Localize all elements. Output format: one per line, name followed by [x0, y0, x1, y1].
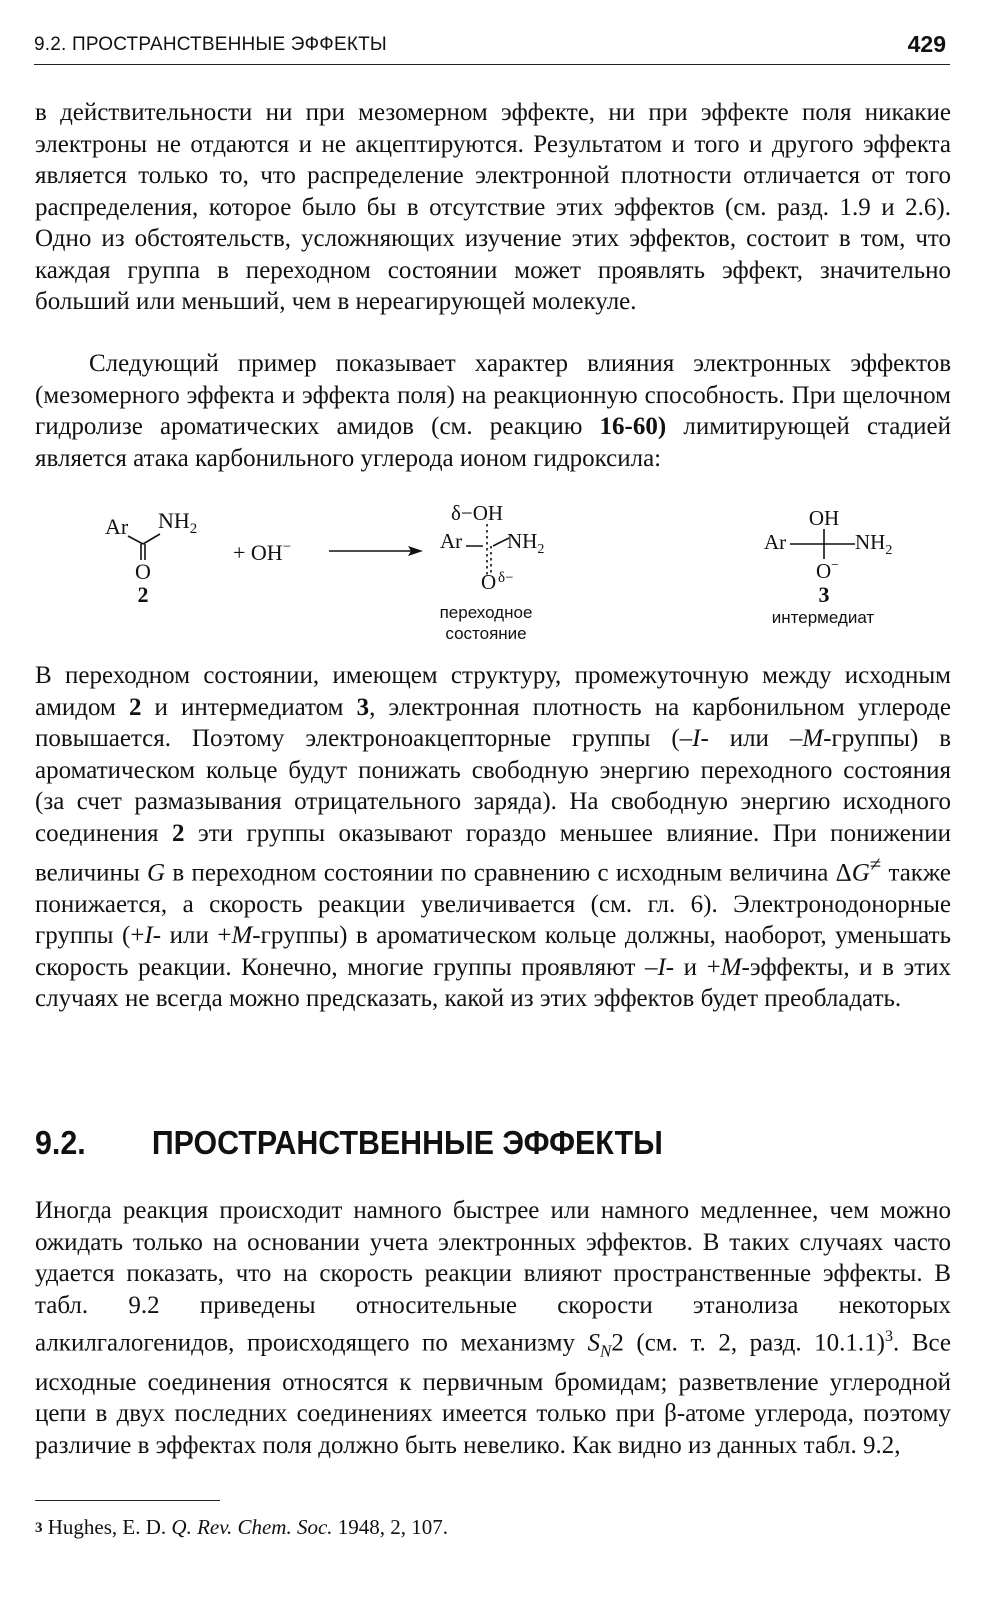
- ts-partial-charge: δ−: [498, 570, 514, 586]
- ts-caption-line-2: состояние: [445, 624, 527, 643]
- footnote-reference: 3: [885, 1328, 894, 1345]
- section-title: ПРОСТРАНСТВЕННЫЕ ЭФФЕКТЫ: [151, 1124, 663, 1161]
- p3-italic-symbol: M: [720, 953, 742, 981]
- p3-text: В переходном состоянии, имеющем структуру, промежуточную между исходным амидом: [35, 662, 951, 721]
- footnote: [35, 1514, 448, 1541]
- running-header: [34, 30, 950, 65]
- p4-mechanism-subscript: N: [600, 1341, 612, 1361]
- p3-text: -группы) в ароматическом кольце должны, наоборот, уменьшать скорость реакции. Конечно, многие группы проявляют –: [35, 922, 951, 981]
- intermediate-structure: [764, 506, 892, 627]
- ts-ar-label: Ar: [440, 529, 463, 553]
- transition-state-structure: [440, 501, 545, 643]
- p4-text: 2 (см. т. 2, разд. 10.1.1): [611, 1329, 886, 1357]
- p3-italic-symbol: G: [147, 859, 166, 887]
- amide-bond-c-n: [143, 534, 160, 544]
- p3-text: эти группы оказывают гораздо меньшее влияние. При понижении величины: [35, 819, 951, 887]
- paragraph-2: [35, 348, 951, 474]
- amide-structure: [105, 508, 197, 607]
- compound-3-label: 3: [818, 582, 830, 607]
- p3-superscript: ≠: [869, 852, 882, 876]
- p4-mechanism-symbol: S: [587, 1329, 601, 1357]
- amide-bond-ar-c: [128, 536, 143, 544]
- footnote-details: 1948, 2, 107.: [332, 1515, 449, 1539]
- p3-italic-symbol: I: [692, 725, 701, 752]
- ts-caption-line-1: переходное: [439, 603, 533, 622]
- paragraph-2-text-a: Следующий пример показывает характер влияния электронных эффектов (мезомерного эффекта и эффекта поля) на реакционную способность. При щелочном гидролизе ароматических амидов (см. реакцию: [35, 350, 951, 440]
- paragraph-2-text-b: лимитирующей стадией является атака карбонильного углерода ионом гидроксила:: [35, 413, 951, 472]
- amide-oxygen-label: O: [135, 559, 151, 584]
- p4-text: . Все исходные соединения относятся к первичным бромидам; разветвление углеродной цепи в двух последних соединениях имеется только при β-атоме углерода, поэтому различие в эффектах поля должно быть невелико. Как видно из данных табл. 9.2,: [35, 1329, 951, 1459]
- int-nh2-label: $NH_2$: [855, 530, 893, 558]
- amide-nh2-label: $NH_2$: [158, 508, 198, 537]
- ts-oxygen-label: O: [481, 570, 497, 594]
- reaction-arrow: [329, 546, 423, 556]
- page-number: 429: [907, 31, 946, 57]
- p3-italic-symbol: I: [144, 922, 153, 950]
- p3-text: также понижается, а скорость реакции увеличивается (см. гл. 6). Электронодонорные группы (+: [35, 859, 951, 950]
- footnote-authors: Hughes, E. D.: [42, 1515, 172, 1539]
- paragraph-1-text: в действительности ни при мезомерном эффекте, ни при эффекте поля никакие электроны не отдаются и не акцептируются. Результатом и того и другого эффекта является только то, что распределение электронной плотности отличается от того распределения, которое было бы в отсутствие этих эффектов (см. разд. 1.9 и 2.6). Одно из обстоятельств, усложняющих изучение этих эффектов, состоит в том, что каждая группа в переходном состоянии может проявлять эффект, значительно больший или меньший, чем в нереагирующей молекуле.: [35, 99, 951, 315]
- p3-italic-symbol: M: [802, 725, 824, 752]
- reaction-reference: 16-60): [599, 413, 667, 440]
- p3-text: - или +: [152, 922, 232, 950]
- footnote-divider: [35, 1500, 220, 1501]
- running-title: 9.2. ПРОСТРАНСТВЕННЫЕ ЭФФЕКТЫ: [34, 34, 387, 55]
- section-heading: [35, 1124, 878, 1172]
- footnote-journal: Q. Rev. Chem. Soc.: [171, 1515, 333, 1539]
- int-ar-label: Ar: [764, 530, 787, 554]
- p3-text: , электронная плотность на карбонильном углероде повышается. Поэтому электроноакцепторные группы (–: [35, 693, 951, 752]
- amide-ar-label: Ar: [105, 514, 129, 539]
- p3-text: - или –: [700, 725, 803, 752]
- p3-text: - и +: [665, 953, 721, 981]
- p3-text: -группы) в ароматическом кольце будут понижать свободную энергию переходного состояния (за счет размазывания отрицательного заряда). На свободную энергию исходного соединения: [35, 725, 952, 847]
- p3-italic-symbol: I: [657, 953, 666, 981]
- p3-compound-ref: 2: [172, 819, 185, 847]
- ts-hydroxyl-label: δ−OH: [451, 501, 504, 525]
- int-hydroxyl-label: OH: [808, 506, 840, 530]
- compound-2-label: 2: [137, 582, 149, 607]
- p3-text: и интермедиатом: [141, 693, 357, 721]
- p3-italic-symbol: G: [851, 859, 870, 887]
- p3-italic-symbol: M: [231, 922, 253, 950]
- p3-text: в переходном состоянии по сравнению с исходным величина Δ: [165, 859, 852, 887]
- reaction-scheme: [35, 496, 951, 652]
- p4-text: Иногда реакция происходит намного быстрее или намного медленнее, чем можно ожидать только на основании учета электронных эффектов. В таких случаях часто удается показать, что на скорость реакции влияют пространственные эффекты. В табл. 9.2 приведены относительные скорости этанолиза некоторых алкилгалогенидов, происходящего по механизму: [35, 1197, 951, 1357]
- p3-text: -эффекты, и в этих случаях не всегда можно предсказать, какой из этих эффектов будет преобладать.: [35, 953, 951, 1013]
- ts-nh2-label: $NH_2$: [507, 529, 545, 557]
- footnote-marker: 3: [35, 1520, 43, 1536]
- p3-compound-ref: 3: [356, 693, 370, 721]
- paragraph-1: [35, 97, 951, 318]
- section-number: 9.2.: [35, 1124, 86, 1161]
- p3-compound-ref: 2: [128, 693, 142, 721]
- intermediate-caption: интермедиат: [771, 608, 875, 627]
- paragraph-3: [35, 660, 951, 1015]
- hydroxide-reagent: + OH−: [233, 539, 292, 565]
- paragraph-4: [35, 1195, 951, 1461]
- int-oxide-label: O−: [816, 558, 840, 583]
